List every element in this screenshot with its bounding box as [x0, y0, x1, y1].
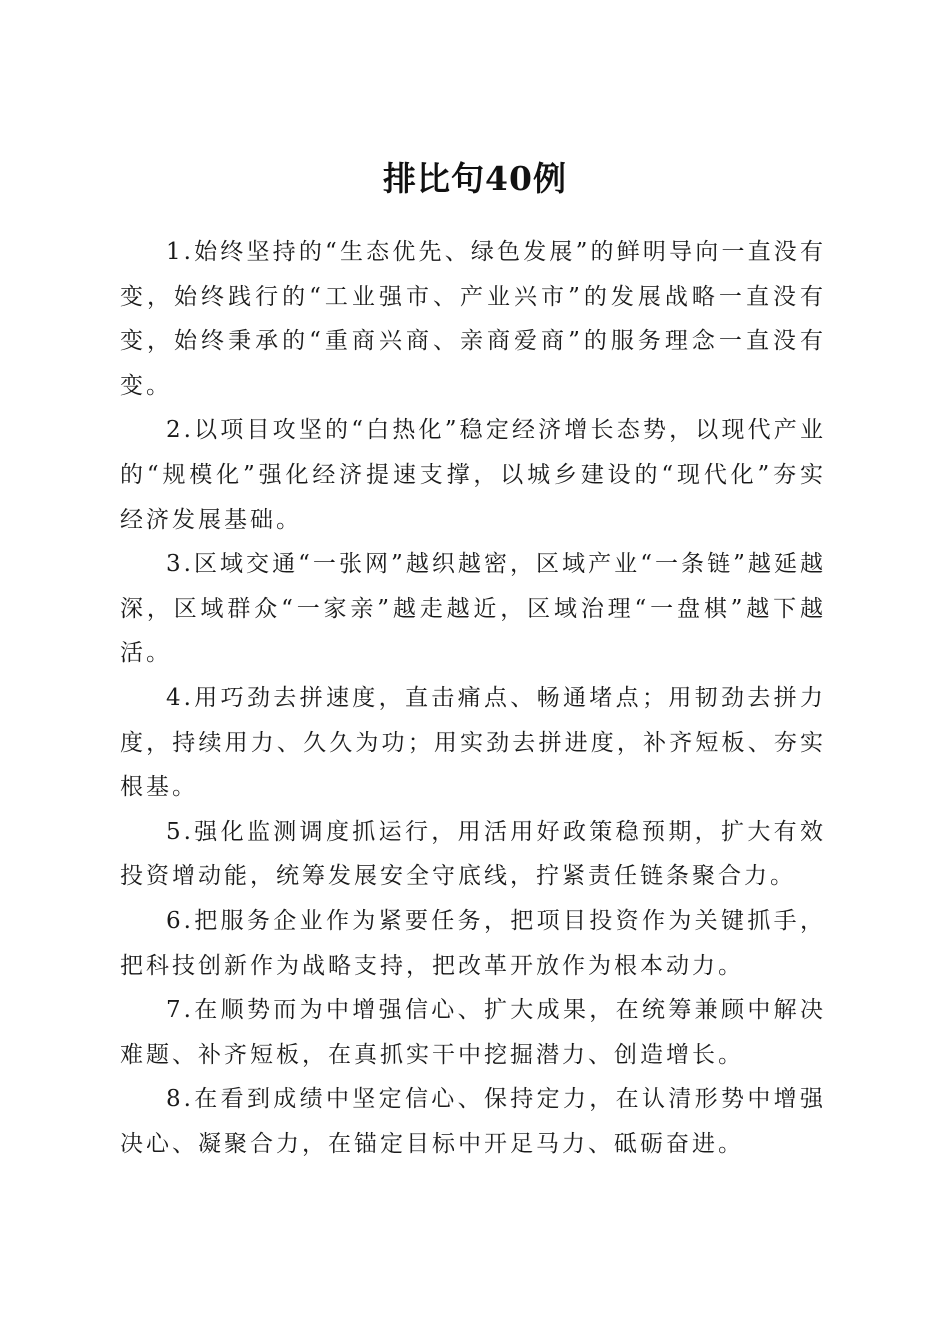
paragraph-3: 3.区域交通“一张网”越织越密，区域产业“一条链”越延越深，区域群众“一家亲”越走越近，区域治理“一盘棋”越下越活。	[120, 551, 826, 667]
paragraph-1: 1.始终坚持的“生态优先、绿色发展”的鲜明导向一直没有变，始终践行的“工业强市、产业兴市”的发展战略一直没有变，始终秉承的“重商兴商、亲商爱商”的服务理念一直没有变。	[120, 239, 826, 399]
paragraph-6: 6.把服务企业作为紧要任务，把项目投资作为关键抓手，把科技创新作为战略支持，把改革开放作为根本动力。	[120, 907, 826, 979]
paragraph-5: 5.强化监测调度抓运行，用活用好政策稳预期，扩大有效投资增动能，统筹发展安全守底线，拧紧责任链条聚合力。	[120, 818, 826, 890]
page-title: 排比句40例	[383, 159, 567, 199]
paragraph-8: 8.在看到成绩中坚定信心、保持定力，在认清形势中增强决心、凝聚合力，在锚定目标中开足马力、砥砺奋进。	[120, 1086, 826, 1157]
paragraph-7: 7.在顺势而为中增强信心、扩大成果，在统筹兼顾中解决难题、补齐短板，在真抓实干中挖掘潜力、创造增长。	[120, 997, 826, 1068]
paragraph-4: 4.用巧劲去拼速度，直击痛点、畅通堵点；用韧劲去拼力度，持续用力、久久为功；用实劲去拼进度，补齐短板、夯实根基。	[120, 684, 826, 801]
document-body	[120, 230, 826, 1166]
paragraph-2: 2.以项目攻坚的“白热化”稳定经济增长态势，以现代产业的“规模化”强化经济提速支撑，以城乡建设的“现代化”夯实经济发展基础。	[120, 417, 826, 533]
